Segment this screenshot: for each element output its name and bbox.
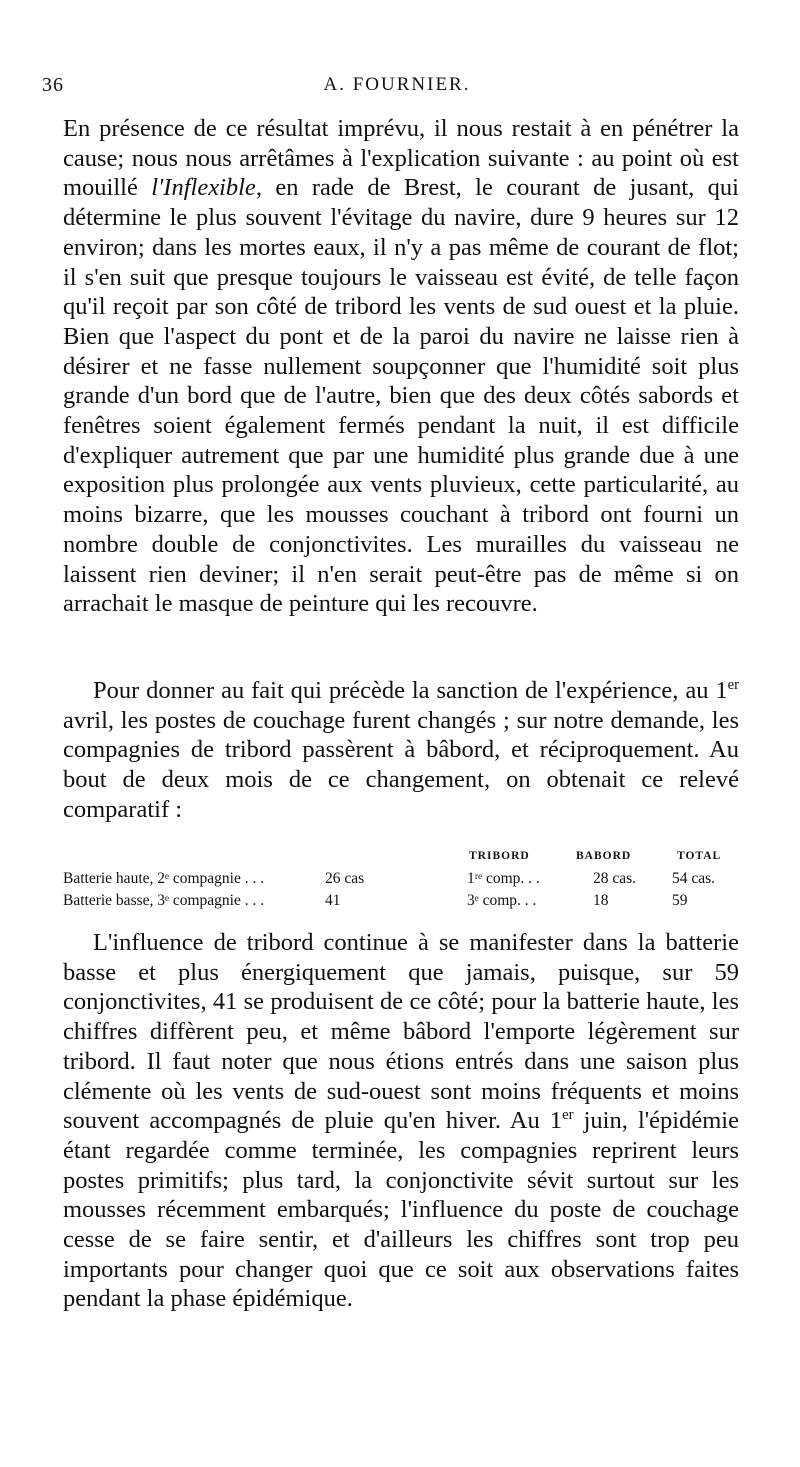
babord-value: 18	[593, 892, 609, 909]
table-header-tribord: TRIBORD	[469, 850, 530, 862]
row-label: Batterie basse, 3ᵉ compagnie . . .	[63, 892, 265, 909]
table-row	[63, 890, 739, 912]
babord-company: 1ʳᵉ comp. . .	[467, 870, 540, 887]
ship-name: l'Inflexible	[151, 174, 256, 202]
tribord-value: 26 cas	[325, 870, 365, 887]
tribord-value: 41	[325, 892, 341, 909]
row-label: Batterie haute, 2ᵉ compagnie . . .	[63, 870, 265, 887]
paragraph-3-text-b: juin, l'épidémie étant regardée comme terminée, les compagnies reprirent leurs postes primitifs; plus tard, la conjonctivite sévit surtout sur les mousses récemment embarqués; l'influence du poste de couchage cesse de se faire sentir, et d'ailleurs les chiffres sont trop peu importants pour changer quoi que ce soit aux observations faites pendant la phase épidémique.	[63, 1107, 739, 1313]
paragraph-3-superscript: er	[562, 1107, 574, 1124]
table-header-babord: BABORD	[576, 850, 632, 862]
paragraph-3	[63, 928, 739, 1314]
table-row	[63, 868, 739, 890]
paragraph-1	[63, 114, 739, 619]
table-header-total: TOTAL	[677, 850, 722, 862]
paragraph-2	[63, 676, 739, 825]
total-value: 59	[672, 892, 688, 909]
paragraph-3-text-a: L'influence de tribord continue à se manifester dans la batterie basse et plus énergiquement que jamais, puisque, sur 59 conjonctivites, 41 se produisent de ce côté; pour la batterie haute, les chiffres diffèrent peu, et même bâbord l'emporte légèrement sur tribord. Il faut noter que nous étions entrés dans une saison plus clémente où les vents de sud-ouest sont moins fréquents et moins souvent accompagnés de pluie qu'en hiver. Au 1	[63, 929, 739, 1135]
paragraph-2-text-a: Pour donner au fait qui précède la sanction de l'expérience, au 1	[93, 677, 728, 704]
paragraph-1-text-b: , en rade de Brest, le courant de jusant, qui détermine le plus souvent l'évitage du navire, dure 9 heures sur 12 environ; dans les mortes eaux, il n'y a pas même de courant de flot; il s'en suit que presque toujours le vaisseau est évité, de telle façon qu'il reçoit par son côté de tribord les vents de sud ouest et la pluie. Bien que l'aspect du pont et de la paroi du navire ne laisse rien à désirer et ne fasse nullement soupçonner que l'humidité soit plus grande d'un bord que de l'autre, bien que des deux côtés sabords et fenêtres soient également fermés pendant la nuit, il est difficile d'expliquer autrement que par une humidité plus grande due à une exposition plus prolongée aux vents pluvieux, cette particularité, au moins bizarre, que les mousses couchant à tribord ont fourni un nombre double de conjonctivites. Les murailles du vaisseau ne laissent rien deviner; il n'en serait peut-être pas de même si on arrachait le masque de peinture qui les recouvre.	[63, 174, 739, 618]
page-number: 36	[42, 74, 64, 96]
running-title: A. FOURNIER.	[323, 74, 471, 95]
total-value: 54 cas.	[672, 870, 716, 887]
babord-company: 3ᵉ comp. . .	[467, 892, 537, 909]
running-head	[42, 74, 752, 104]
babord-value: 28 cas.	[593, 870, 637, 887]
paragraph-2-superscript: er	[727, 676, 739, 693]
paragraph-1-text-a: En présence de ce résultat imprévu, il nous restait à en pénétrer la cause; nous nous arrêtâmes à l'explication suivante : au point où est mouillé	[63, 115, 739, 202]
paragraph-2-text-b: avril, les postes de couchage furent changés ; sur notre demande, les compagnies de tribord passèrent à bâbord, et réciproquement. Au bout de deux mois de ce changement, on obtenait ce relevé comparatif :	[63, 706, 739, 823]
